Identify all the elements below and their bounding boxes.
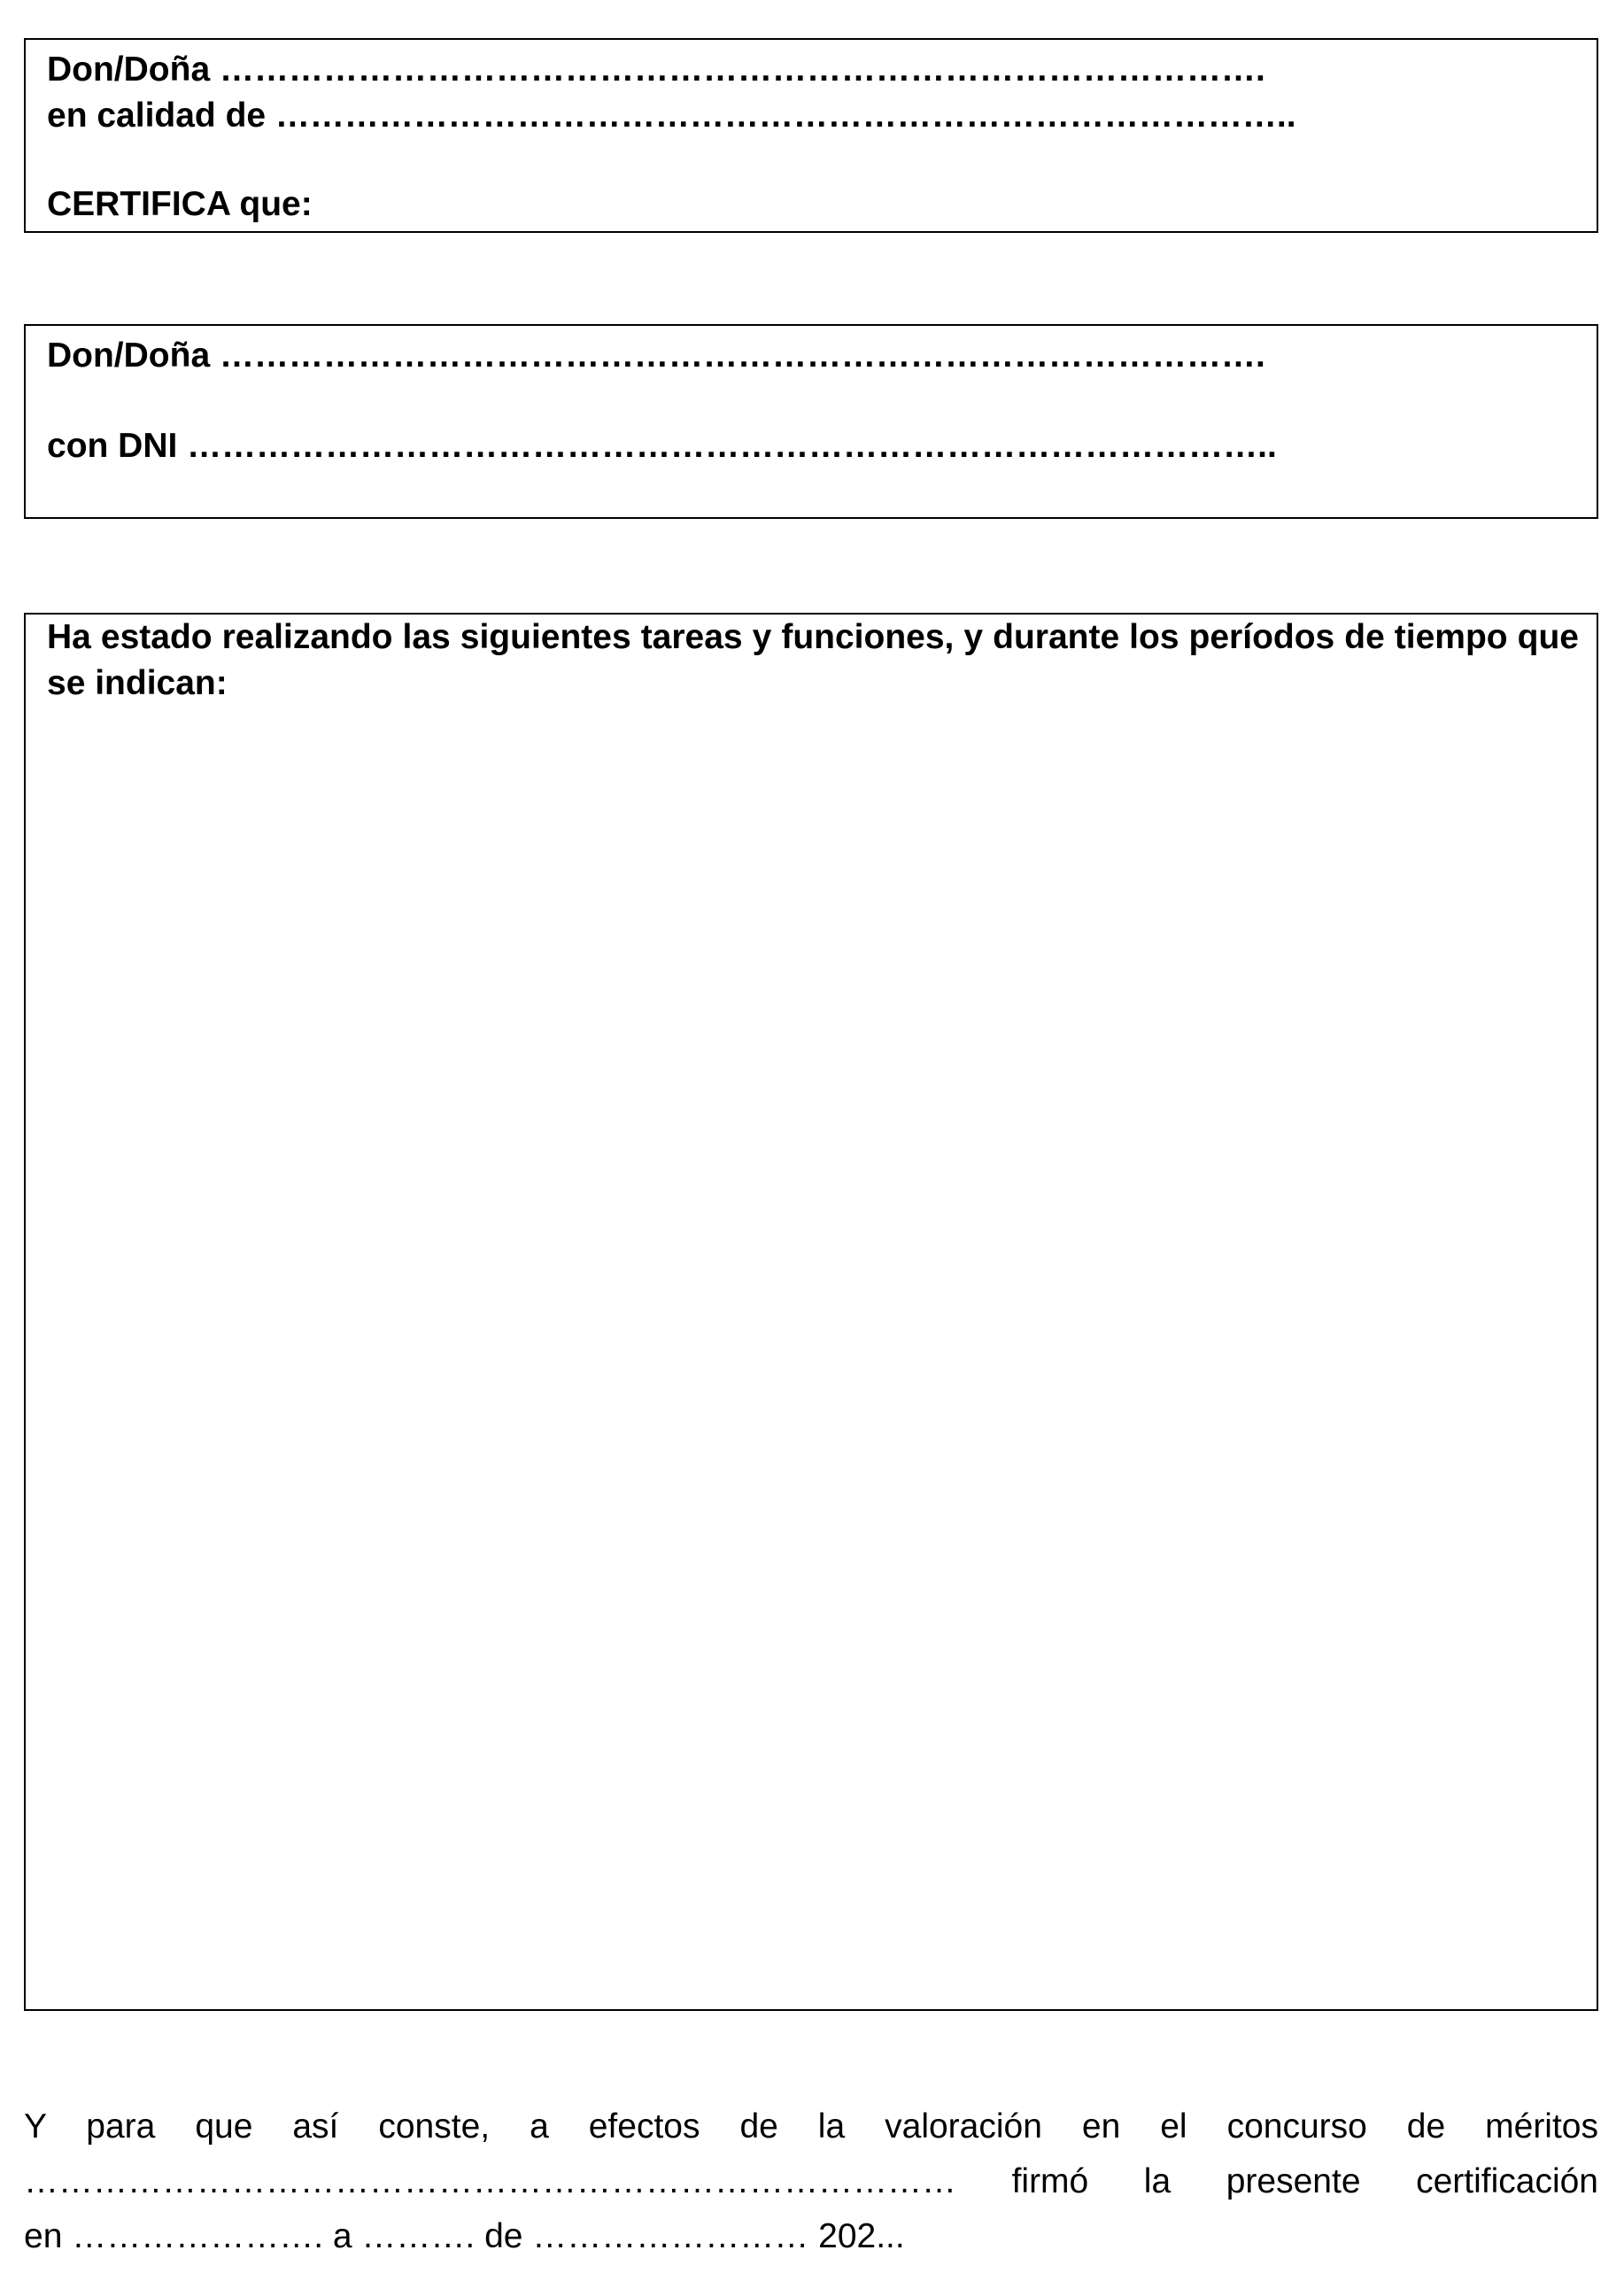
- tasks-heading: Ha estado realizando las siguientes tareas y funciones, y durante los períodos de tiempo que se indican:: [47, 618, 1579, 702]
- subject-box: [24, 324, 1598, 519]
- certifier-box: [24, 38, 1598, 233]
- closing-statement-line-1: Y para que así conste, a efectos de la valoración en el concurso de méritos: [24, 2107, 1598, 2146]
- tasks-box[interactable]: [24, 613, 1598, 2011]
- certifies-label: CERTIFICA que:: [47, 185, 313, 223]
- certifier-name-field[interactable]: Don/Doña ……………………………………………………………………………….: [47, 50, 1265, 89]
- certifier-capacity-field[interactable]: en calidad de ……………………………………………………………………………..: [47, 97, 1296, 135]
- closing-statement-line-2[interactable]: ……………………………………………………………………… firmó la presente certificación: [24, 2162, 1598, 2200]
- closing-statement-line-3[interactable]: en …………………. a ………. de …………………… 202...: [24, 2217, 905, 2255]
- subject-dni-field[interactable]: con DNI …………………………………………………………………………………..: [47, 427, 1277, 465]
- subject-name-field[interactable]: Don/Doña ……………………………………………………………………………….: [47, 336, 1265, 375]
